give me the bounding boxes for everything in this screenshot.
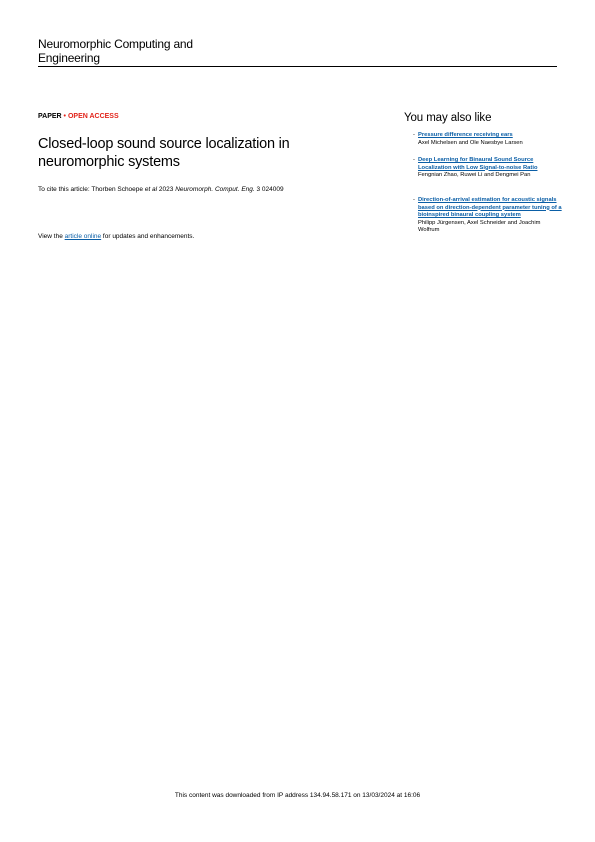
- separator-bullet: •: [61, 113, 68, 120]
- related-article-authors: Philipp Jürgensen, Axel Schneider and Joachim Wolfrum: [418, 219, 541, 234]
- cite-year: 2023: [157, 186, 176, 193]
- article-online-link[interactable]: article online: [64, 233, 102, 240]
- citation-line: [38, 186, 284, 193]
- journal-name-line1: Neuromorphic Computing and: [38, 37, 193, 51]
- cite-ref: 3 024009: [254, 186, 284, 193]
- paper-type-line: [38, 113, 119, 120]
- journal-name: [38, 37, 238, 65]
- related-article-authors: Fengnian Zhao, Ruwei Li and Dengmei Pan: [418, 172, 531, 179]
- cite-etal: et al: [144, 186, 158, 193]
- list-bullet: -: [413, 157, 415, 163]
- related-article-link[interactable]: Deep Learning for Binaural Sound Source Localization with Low Signal-to-noise Ratio: [418, 157, 538, 171]
- related-article: [413, 197, 563, 235]
- related-article-link[interactable]: Direction-of-arrival estimation for acoustic signals based on direction-dependent parameter tuning of a bioinspired binaural coupling system: [418, 197, 562, 219]
- open-access-label: OPEN ACCESS: [67, 113, 119, 120]
- journal-name-line2: Engineering: [38, 51, 100, 65]
- list-bullet: -: [413, 132, 415, 138]
- article-title: Closed-loop sound source localization in neuromorphic systems: [38, 136, 290, 170]
- view-online-line: [38, 233, 194, 240]
- paper-label: PAPER: [38, 113, 62, 120]
- related-article: [413, 157, 563, 180]
- related-article-link[interactable]: Pressure difference receiving ears: [418, 132, 513, 138]
- related-article-authors: Axel Michelsen and Ole Naesbye Larsen: [418, 139, 523, 146]
- header-divider: [38, 66, 557, 67]
- view-prefix: View the: [38, 233, 65, 240]
- download-footer: This content was downloaded from IP address 134.94.58.171 on 13/03/2024 at 16:06: [174, 792, 421, 799]
- cite-prefix: To cite this article: Thorben Schoepe: [38, 186, 145, 193]
- view-suffix: for updates and enhancements.: [101, 233, 195, 240]
- related-article: [413, 132, 563, 147]
- list-bullet: -: [413, 197, 415, 203]
- you-may-also-like-heading: You may also like: [404, 112, 492, 124]
- cite-journal: Neuromorph. Comput. Eng.: [175, 186, 255, 193]
